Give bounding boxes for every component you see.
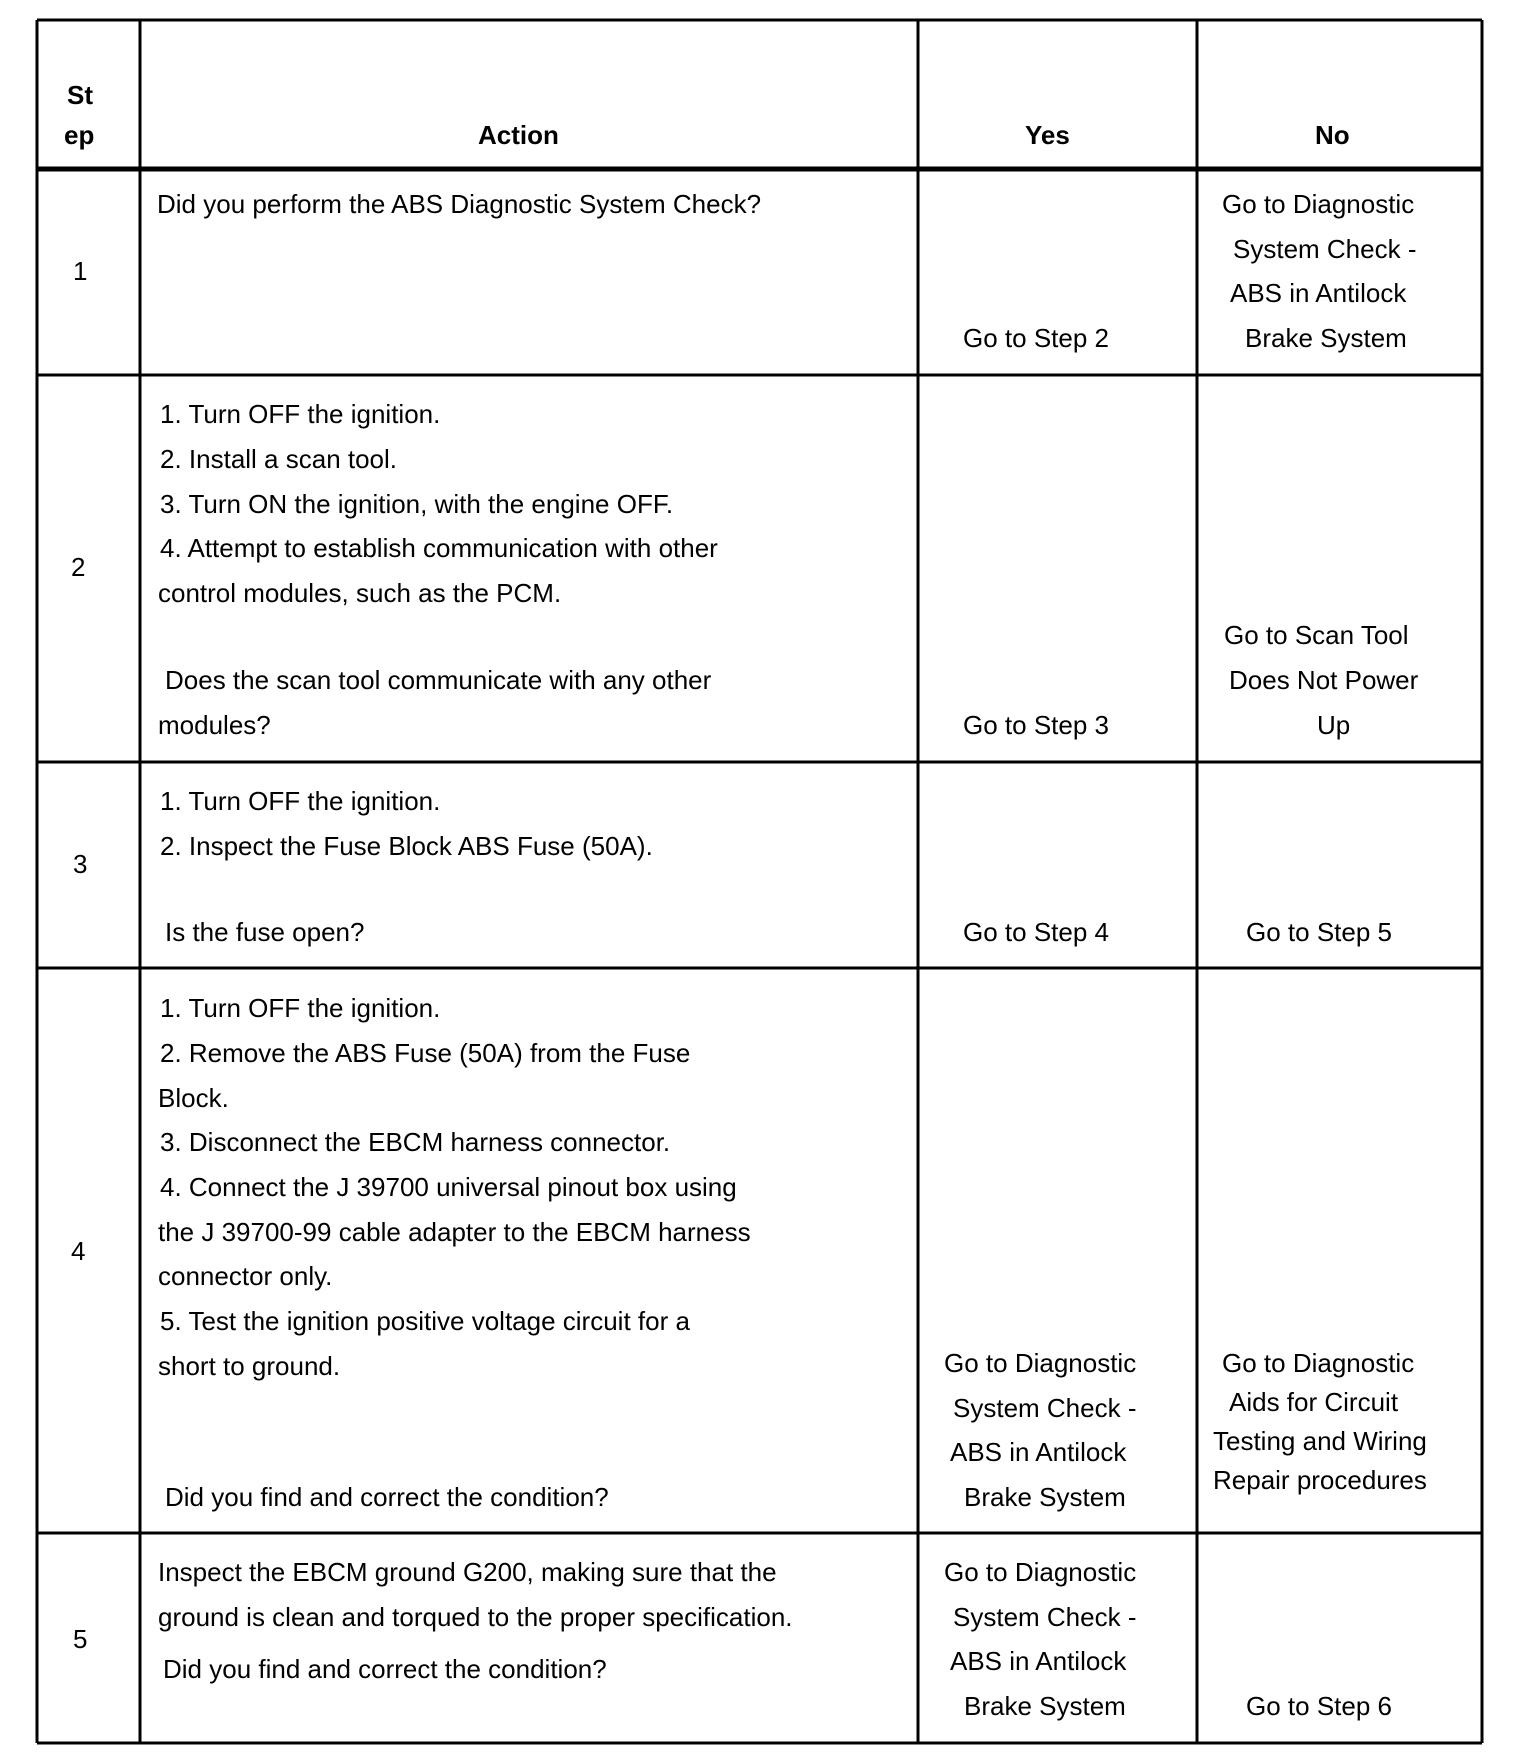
header-step-line1: St bbox=[67, 80, 93, 110]
row-5-yes-line: ABS in Antilock bbox=[950, 1646, 1127, 1676]
row-2-action-line: 1. Turn OFF the ignition. bbox=[160, 399, 441, 429]
row-4-yes-line: System Check - bbox=[953, 1393, 1137, 1423]
row-4-no-line: Go to Diagnostic bbox=[1222, 1348, 1415, 1378]
row-4-action-line: 3. Disconnect the EBCM harness connector. bbox=[160, 1127, 671, 1157]
row-5-action-line: Did you find and correct the condition? bbox=[163, 1654, 607, 1684]
row-1-no-line: ABS in Antilock bbox=[1230, 278, 1407, 308]
row-4-action-line: 5. Test the ignition positive voltage circuit for a bbox=[160, 1306, 690, 1336]
row-3-no-line: Go to Step 5 bbox=[1246, 917, 1392, 947]
row-5-action-line: ground is clean and torqued to the proper specification. bbox=[158, 1602, 793, 1632]
row-2-action-line: 3. Turn ON the ignition, with the engine OFF. bbox=[160, 489, 674, 519]
row-4-step: 4 bbox=[71, 1236, 86, 1266]
row-3-yes-line: Go to Step 4 bbox=[963, 917, 1109, 947]
row-4-no-line: Testing and Wiring bbox=[1213, 1426, 1427, 1456]
row-4-yes-line: Go to Diagnostic bbox=[944, 1348, 1137, 1378]
row-3-action-line: 1. Turn OFF the ignition. bbox=[160, 786, 441, 816]
row-5-yes-line: System Check - bbox=[953, 1602, 1137, 1632]
row-3-step: 3 bbox=[73, 849, 88, 879]
row-3-action-line: Is the fuse open? bbox=[165, 917, 365, 947]
row-2-step: 2 bbox=[71, 552, 86, 582]
row-2-action-line: modules? bbox=[158, 710, 271, 740]
row-5-step: 5 bbox=[73, 1624, 88, 1654]
row-5-no-line: Go to Step 6 bbox=[1246, 1691, 1392, 1721]
row-3-action-line: 2. Inspect the Fuse Block ABS Fuse (50A). bbox=[160, 831, 653, 861]
header-action: Action bbox=[478, 120, 559, 150]
row-1-action-line: Did you perform the ABS Diagnostic System Check? bbox=[157, 189, 762, 219]
row-2-no-line: Up bbox=[1317, 710, 1351, 740]
row-5-yes-line: Brake System bbox=[964, 1691, 1126, 1721]
row-4-yes-line: Brake System bbox=[964, 1482, 1126, 1512]
row-4-action-line: Block. bbox=[158, 1083, 229, 1113]
row-2-yes-line: Go to Step 3 bbox=[963, 710, 1109, 740]
row-2-action-line: Does the scan tool communicate with any other bbox=[165, 665, 712, 695]
row-4-no-line: Aids for Circuit bbox=[1229, 1387, 1399, 1417]
row-2-action-line: 2. Install a scan tool. bbox=[160, 444, 398, 474]
header-yes: Yes bbox=[1025, 120, 1070, 150]
row-1-no-line: Go to Diagnostic bbox=[1222, 189, 1415, 219]
row-2-no-line: Does Not Power bbox=[1229, 665, 1419, 695]
row-1-no-line: Brake System bbox=[1245, 323, 1407, 353]
row-5-yes-line: Go to Diagnostic bbox=[944, 1557, 1137, 1587]
row-4-action-line: the J 39700-99 cable adapter to the EBCM harness bbox=[158, 1217, 751, 1247]
row-2-action-line: 4. Attempt to establish communication with other bbox=[160, 533, 718, 563]
header-step-line2: ep bbox=[64, 120, 95, 150]
row-4-action-line: Did you find and correct the condition? bbox=[165, 1482, 609, 1512]
row-5-action-line: Inspect the EBCM ground G200, making sure that the bbox=[158, 1557, 777, 1587]
row-4-action-line: 1. Turn OFF the ignition. bbox=[160, 993, 441, 1023]
row-4-action-line: connector only. bbox=[158, 1261, 333, 1291]
row-2-no-line: Go to Scan Tool bbox=[1224, 620, 1409, 650]
row-4-action-line: short to ground. bbox=[158, 1351, 341, 1381]
row-4-yes-line: ABS in Antilock bbox=[950, 1437, 1127, 1467]
row-2-action-line: control modules, such as the PCM. bbox=[158, 578, 562, 608]
row-4-action-line: 4. Connect the J 39700 universal pinout box using bbox=[160, 1172, 737, 1202]
row-1-yes-line: Go to Step 2 bbox=[963, 323, 1109, 353]
row-4-action-line: 2. Remove the ABS Fuse (50A) from the Fuse bbox=[160, 1038, 691, 1068]
row-1-no-line: System Check - bbox=[1233, 234, 1417, 264]
row-4-no-line: Repair procedures bbox=[1213, 1465, 1427, 1495]
header-no: No bbox=[1315, 120, 1350, 150]
row-1-step: 1 bbox=[73, 256, 88, 286]
